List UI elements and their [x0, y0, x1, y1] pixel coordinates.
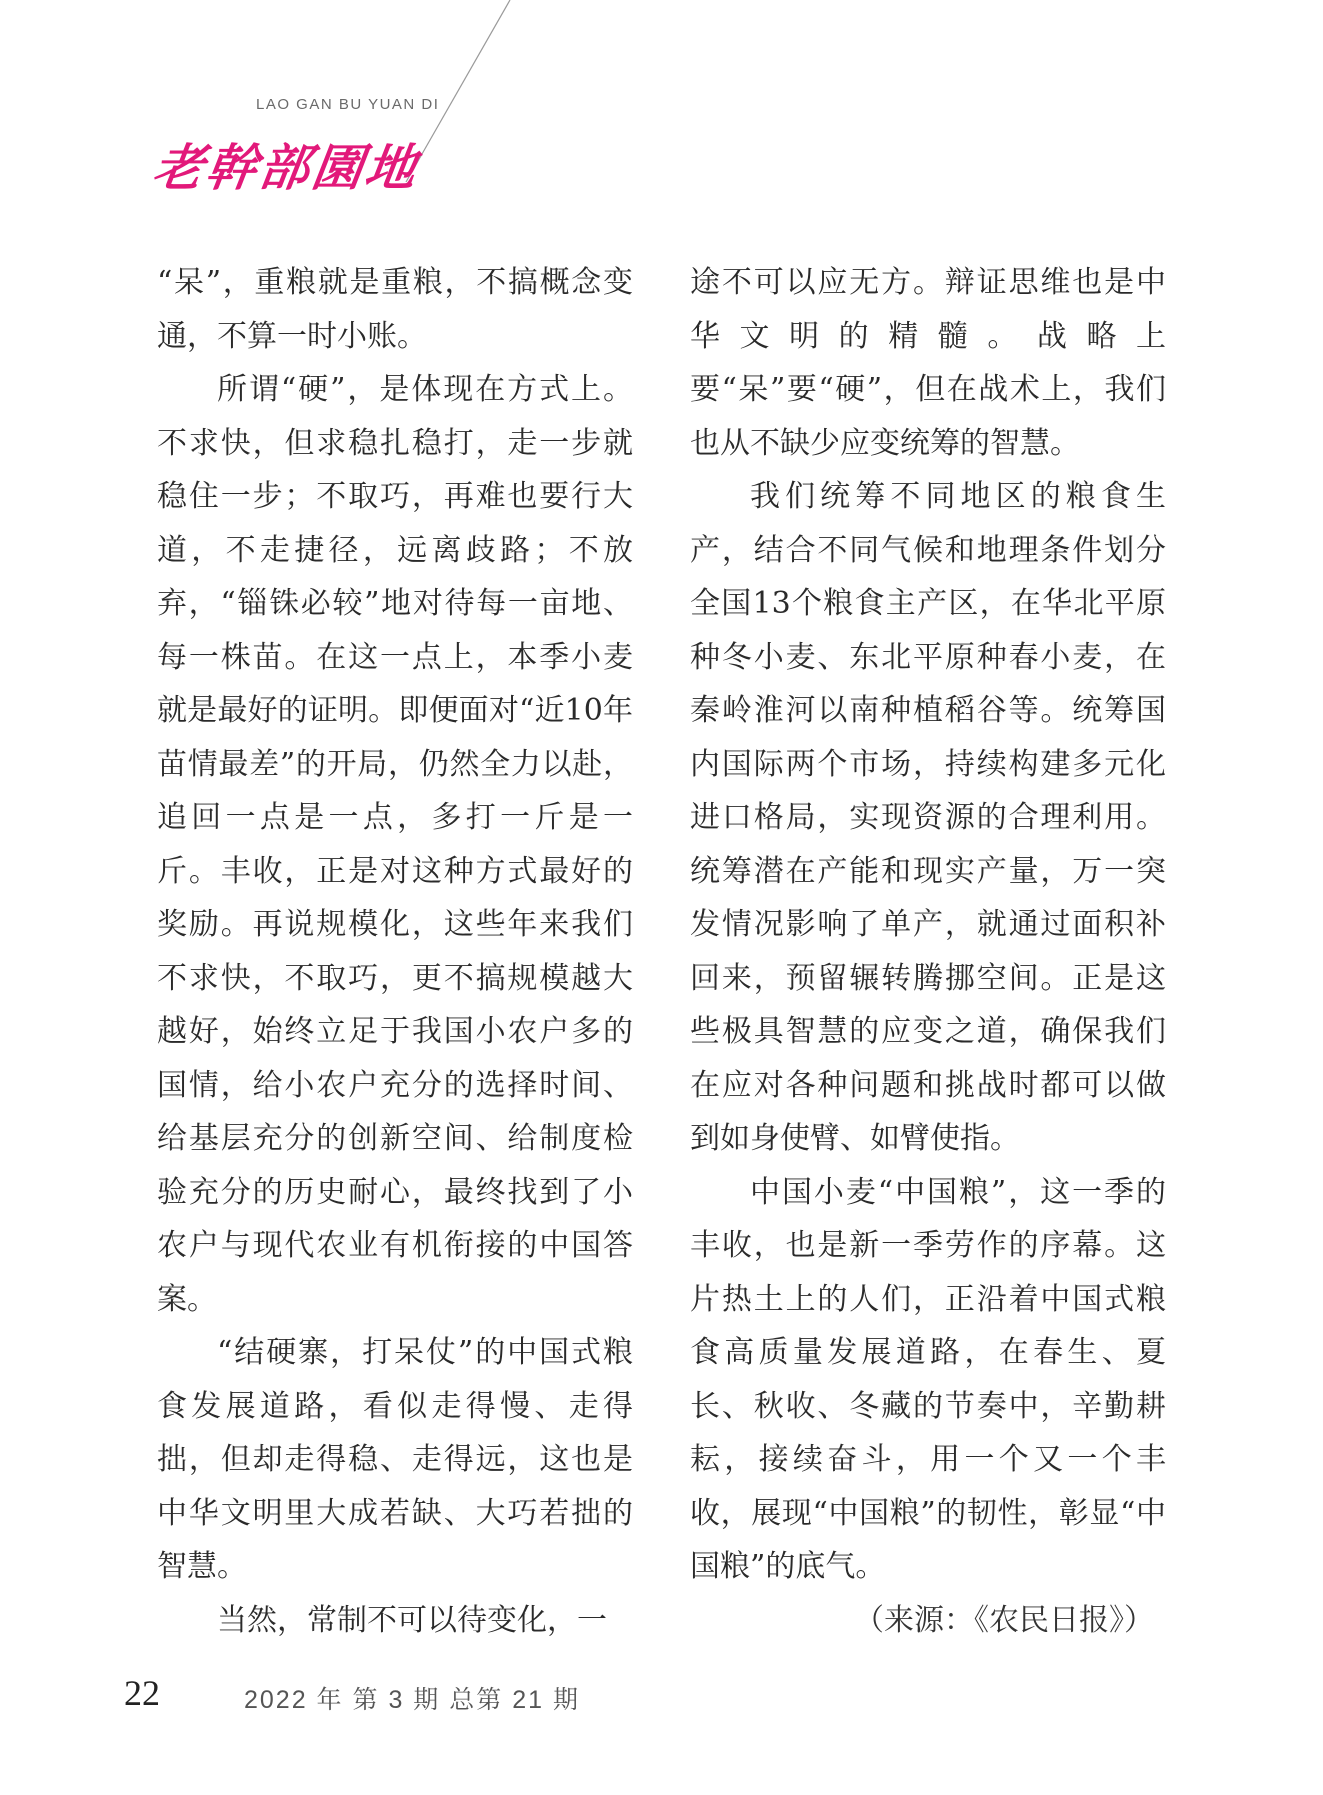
- paragraph: 中国小麦“中国粮”，这一季的丰收，也是新一季劳作的序幕。这片热土上的人们，正沿着中国式粮食高质量发展道路，在春生、夏长、秋收、冬藏的节奏中，辛勤耕耘，接续奋斗，用一个又一个丰收，展现“中国粮”的韧性，彰显“中国粮”的底气。: [690, 1174, 1166, 1584]
- paragraph: 当然，常制不可以待变化，一: [217, 1602, 607, 1638]
- masthead-title: 老幹部園地: [149, 139, 423, 197]
- article-right-column: [690, 256, 1166, 1647]
- article-left-column: [157, 256, 633, 1647]
- issue-info: 2022 年 第 3 期 总第 21 期: [244, 1686, 580, 1714]
- source-credit: （来源：《农民日报》）: [854, 1602, 1154, 1638]
- paragraph: 我们统筹不同地区的粮食生产，结合不同气候和地理条件划分全国13个粮食主产区，在华北平原种冬小麦、东北平原种春小麦，在秦岭淮河以南种植稻谷等。统筹国内国际两个市场，持续构建多元化进口格局，实现资源的合理利用。统筹潜在产能和现实产量，万一突发情况影响了单产，就通过面积补回来，预留辗转腾挪空间。正是这些极具智慧的应变之道，确保我们在应对各种问题和挑战时都可以做到如身使臂、如臂使指。: [690, 479, 1166, 1156]
- paragraph: “呆”，重粮就是重粮，不搞概念变通，不算一时小账。: [157, 265, 633, 354]
- paragraph: 所谓“硬”，是体现在方式上。不求快，但求稳扎稳打，走一步就稳住一步；不取巧，再难也要行大道，不走捷径，远离歧路；不放弃，“锱铢必较”地对待每一亩地、每一株苗。在这一点上，本季小麦就是最好的证明。即便面对“近10年苗情最差”的开局，仍然全力以赴，追回一点是一点，多打一斤是一斤。丰收，正是对这种方式最好的奖励。再说规模化，这些年来我们不求快，不取巧，更不搞规模越大越好，始终立足于我国小农户多的国情，给小农户充分的选择时间、给基层充分的创新空间、给制度检验充分的历史耐心，最终找到了小农户与现代农业有机衔接的中国答案。: [157, 372, 633, 1317]
- paragraph: “结硬寨，打呆仗”的中国式粮食发展道路，看似走得慢、走得拙，但却走得稳、走得远，这也是中华文明里大成若缺、大巧若拙的智慧。: [157, 1335, 633, 1584]
- paragraph: 途不可以应无方。辩证思维也是中华文明的精髓。战略上要“呆”要“硬”，但在战术上，我们也从不缺少应变统筹的智慧。: [690, 265, 1166, 461]
- masthead-pinyin: LAO GAN BU YUAN DI: [256, 96, 440, 113]
- page-number: 22: [124, 1673, 160, 1713]
